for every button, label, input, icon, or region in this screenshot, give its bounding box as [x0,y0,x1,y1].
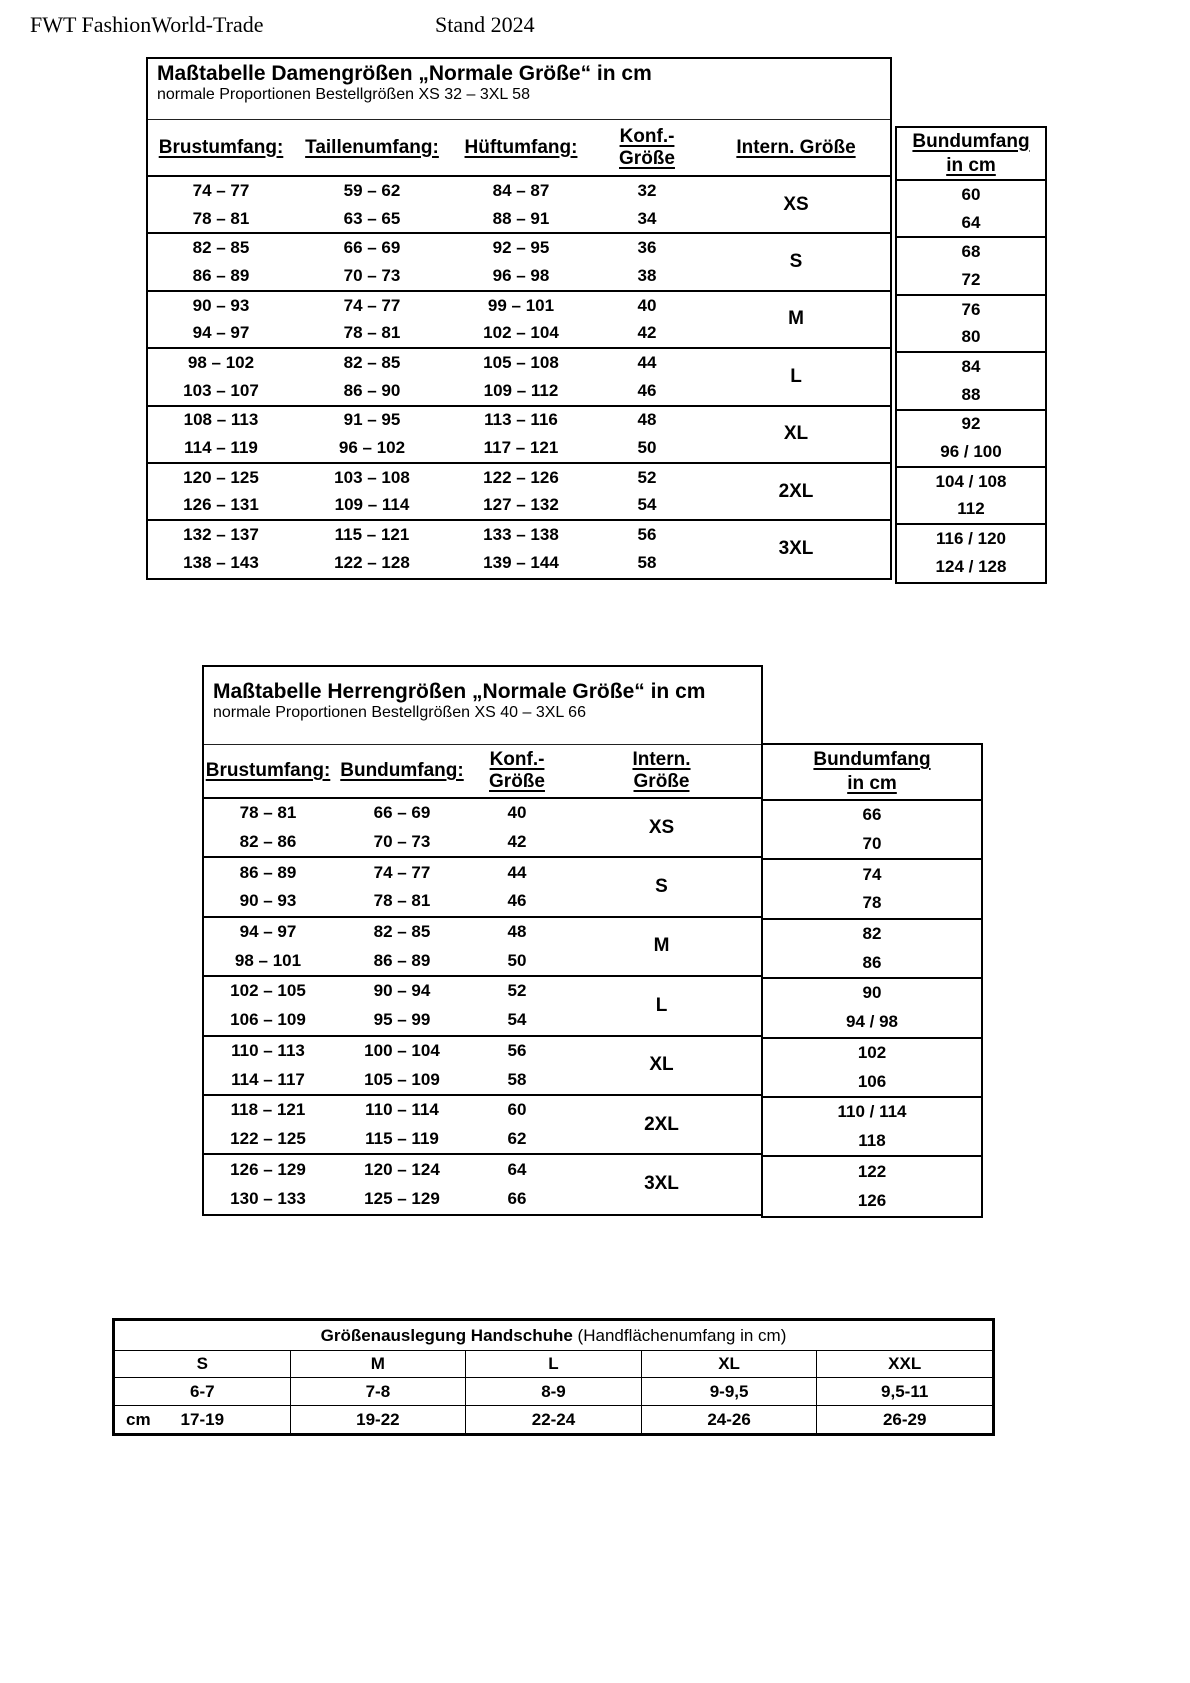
glove-size-header: M [290,1351,466,1378]
bund-cell: 124 / 128 [935,557,1007,577]
measure-cell: 133 – 138 [483,525,559,545]
intl-size-cell: L [702,348,890,405]
men-table-title-box [204,667,761,745]
women-table-title-box [148,59,890,120]
measure-cell: 102 – 104 [450,319,592,348]
intl-size-cell: 3XL [644,1173,679,1195]
glove-size-header-row [115,1351,993,1378]
measure-cell: 94 – 97 [148,319,294,348]
side-row [897,352,1045,381]
measure-cell: 86 – 90 [294,377,450,406]
glove-value-cell: 24-26 [641,1406,817,1434]
bund-cell: 74 [862,864,882,884]
measure-cell: 52 [637,467,657,487]
side-row [897,553,1045,582]
side-row [897,410,1045,439]
cm-unit-label: cm [126,1409,151,1429]
bund-cell: 68 [961,242,981,262]
measure-cell: 82 – 86 [204,828,332,858]
measure-cell: 54 [472,1006,562,1036]
measure-cell: 63 – 65 [294,205,450,234]
bund-cell: 64 [897,209,1045,238]
measure-cell: 78 – 81 [148,205,294,234]
table-row [204,976,761,1006]
measure-cell: 139 – 144 [483,553,559,573]
table-row [148,463,890,492]
intl-size-cell: M [702,291,890,348]
table-row [148,176,890,205]
measure-cell: 115 – 119 [332,1125,472,1155]
bund-cell: 84 [961,356,981,376]
bund-cell: 60 [961,184,981,204]
glove-cm-values-row [115,1406,993,1434]
measure-cell: 95 – 99 [332,1006,472,1036]
measure-cell: 62 [472,1125,562,1155]
measure-cell: 88 – 91 [450,205,592,234]
glove-size-header: S [115,1351,291,1378]
intl-size-cell: S [562,857,761,916]
measure-cell: 126 – 129 [230,1159,306,1179]
intl-size-cell: 3XL [778,538,814,560]
men-size-table [202,665,763,1216]
men-bund-grid [763,745,981,1216]
side-row [897,237,1045,266]
measure-cell: 82 – 85 [373,922,431,942]
measure-cell: 40 [507,803,527,823]
measure-cell: 130 – 133 [230,1188,306,1208]
intl-size-cell: L [562,976,761,1035]
bund-cell: 104 / 108 [935,471,1007,491]
intl-size-cell: XL [702,406,890,463]
measure-cell: 103 – 108 [334,467,410,487]
side-row [763,830,981,860]
table-row [148,406,890,435]
measure-cell: 103 – 107 [148,377,294,406]
measure-cell: 32 [637,180,657,200]
intl-size-cell: 2XL [702,463,890,520]
table-row [204,1154,761,1184]
measure-cell: 138 – 143 [183,553,259,573]
measure-cell: 78 – 81 [332,887,472,917]
intl-size-cell: XS [702,176,890,233]
bund-cell: 70 [763,830,981,860]
bund-cell: 92 [961,414,981,434]
women-bund-table [895,126,1047,584]
measure-cell: 122 – 128 [334,553,410,573]
measure-cell: 46 [472,887,562,917]
side-row [897,295,1045,324]
side-row [763,1097,981,1127]
side-row [763,948,981,978]
measure-cell: 86 – 89 [148,262,294,291]
measure-cell: 96 – 98 [450,262,592,291]
bund-cell: 94 / 98 [763,1008,981,1038]
side-row [897,266,1045,295]
measure-cell: 120 – 124 [364,1159,440,1179]
measure-cell: 42 [592,319,702,348]
measure-cell: 58 [637,553,657,573]
measure-cell: 74 – 77 [343,295,401,315]
measure-cell: 58 [472,1065,562,1095]
measure-cell: 117 – 121 [450,434,592,463]
measure-cell: 106 – 109 [204,1006,332,1036]
measure-cell: 113 – 116 [484,410,558,430]
intl-size-cell: 2XL [562,1095,761,1154]
bund-cell: 118 [763,1127,981,1157]
side-row [897,467,1045,496]
measure-cell: 109 – 112 [450,377,592,406]
bund-cell: 112 [897,496,1045,525]
men-measure-grid [204,745,761,1214]
intl-size-cell: XL [562,1036,761,1095]
measure-cell: 78 – 81 [294,319,450,348]
measure-cell: 90 – 94 [373,981,431,1001]
women-measure-grid [148,120,890,578]
measure-cell: 125 – 129 [364,1188,440,1208]
measure-cell: 114 – 119 [148,434,294,463]
measure-cell: 46 [592,377,702,406]
measure-cell: 126 – 131 [148,492,294,521]
measure-cell: 91 – 95 [343,410,401,430]
side-row [763,889,981,919]
intl-size-cell: M [562,917,761,976]
bund-cell: 126 [857,1190,887,1210]
glove-size-header: XXL [817,1351,993,1378]
measure-cell: 114 – 117 [204,1065,332,1095]
measure-cell: 74 – 77 [373,862,431,882]
bund-cell: 88 [897,381,1045,410]
measure-cell: 122 – 125 [204,1125,332,1155]
company-name: FWT FashionWorld-Trade [30,12,264,37]
measure-cell: 98 – 102 [187,352,255,372]
measure-cell: 44 [507,862,527,882]
measure-cell: 52 [507,981,527,1001]
side-column-header: Bundumfang in cm [813,749,931,794]
glove-title-normal: (Handflächenumfang in cm) [572,1325,787,1345]
table-row [148,348,890,377]
measure-cell: 86 – 89 [332,946,472,976]
side-row [897,180,1045,209]
measure-cell: 82 – 85 [192,238,250,258]
measure-cell: 38 [592,262,702,291]
side-row [763,1038,981,1068]
women-table-title: Maßtabelle Damengrößen „Normale Größe“ in cm [157,62,652,85]
side-header-row [897,128,1045,180]
glove-value-cell: 9-9,5 [641,1378,817,1406]
glove-value-cell: 26-29 [817,1406,993,1434]
measure-cell: 86 – 89 [239,862,297,882]
column-header: Intern. Größe [736,136,856,158]
side-row [763,1186,981,1216]
glove-value-cell: 6-7 [115,1378,291,1406]
measure-cell: 90 – 93 [192,295,250,315]
measure-cell: 36 [637,238,657,258]
bund-cell: 90 [862,983,882,1003]
side-row [897,323,1045,352]
measure-cell: 84 – 87 [492,180,550,200]
bund-cell: 86 [763,948,981,978]
bund-cell: 102 [857,1042,887,1062]
measure-cell: 66 – 69 [373,803,431,823]
bund-cell: 110 / 114 [837,1102,907,1122]
measure-cell: 122 – 126 [483,467,559,487]
table-row [204,798,761,828]
side-column-header: Bundumfang in cm [912,130,1030,176]
table-row [148,520,890,549]
bund-cell: 78 [763,889,981,919]
measure-cell: 56 [507,1040,527,1060]
measure-cell: 48 [507,922,527,942]
measure-cell: 50 [472,946,562,976]
measure-cell: 94 – 97 [239,922,297,942]
intl-size-cell: XS [562,798,761,857]
column-header: Taillenumfang: [305,136,439,158]
glove-value-cell: 7-8 [290,1378,466,1406]
side-row [763,859,981,889]
measure-cell: 54 [592,492,702,521]
bund-cell: 96 / 100 [897,438,1045,467]
measure-cell: 48 [637,410,657,430]
measure-cell: 56 [637,525,657,545]
measure-cell: 96 – 102 [294,434,450,463]
glove-size-header: L [466,1351,642,1378]
measure-cell: 70 – 73 [294,262,450,291]
bund-cell: 116 / 120 [936,529,1006,549]
measure-cell: 90 – 93 [204,887,332,917]
measure-cell: 102 – 105 [230,981,306,1001]
measure-cell: 109 – 114 [294,492,450,521]
measure-cell: 64 [507,1159,527,1179]
measure-cell: 60 [507,1100,527,1120]
column-header: Brustumfang: [205,760,331,781]
measure-cell: 34 [592,205,702,234]
column-header: Hüftumfang: [464,136,578,158]
women-table-subtitle: normale Proportionen Bestellgrößen XS 32 – 3XL 58 [157,86,530,103]
side-row [763,978,981,1008]
column-header: Bundumfang: [340,760,464,781]
side-row [897,381,1045,410]
glove-value-cell: 22-24 [466,1406,642,1434]
measure-cell: 110 – 114 [365,1100,439,1120]
table-row [204,1095,761,1125]
glove-value-cell: 9,5-11 [817,1378,993,1406]
measure-cell: 74 – 77 [192,180,250,200]
measure-cell: 66 – 69 [343,238,401,258]
table-row [204,857,761,887]
measure-cell: 70 – 73 [332,828,472,858]
men-bund-table [761,743,983,1218]
glove-value-cell: 19-22 [290,1406,466,1434]
bund-cell: 72 [897,266,1045,295]
measure-cell: 78 – 81 [239,803,297,823]
measure-cell: 115 – 121 [334,525,410,545]
bund-cell: 82 [862,924,882,944]
glove-size-header: XL [641,1351,817,1378]
side-row [763,800,981,830]
side-row [897,209,1045,238]
measure-cell: 92 – 95 [492,238,550,258]
bund-cell: 106 [763,1067,981,1097]
bund-cell: 76 [961,299,981,319]
measure-cell: 40 [637,295,657,315]
table-row [148,291,890,320]
side-row [763,1067,981,1097]
side-row [763,919,981,949]
measure-cell: 118 – 121 [230,1100,306,1120]
side-row [897,438,1045,467]
measure-cell: 98 – 101 [204,946,332,976]
stand-label: Stand 2024 [435,12,535,37]
side-row [897,496,1045,525]
measure-cell: 105 – 109 [332,1065,472,1095]
table-row [204,917,761,947]
table-row [204,1036,761,1066]
measure-cell: 132 – 137 [183,525,259,545]
column-header: Intern. Größe [632,749,691,792]
measure-cell: 82 – 85 [343,352,401,372]
bund-cell: 66 [862,805,882,825]
measure-cell: 59 – 62 [343,180,401,200]
glove-title-bold: Größenauslegung Handschuhe [320,1325,573,1345]
column-header-row [204,745,761,798]
side-row [763,1156,981,1186]
side-row [763,1127,981,1157]
glove-value-cell: cm 17-19 [115,1406,291,1434]
intl-size-cell: S [702,233,890,290]
table-row [148,233,890,262]
glove-table-title [115,1321,993,1351]
glove-value-cell: 8-9 [466,1378,642,1406]
glove-table-title-row [115,1321,993,1351]
measure-cell: 44 [637,352,657,372]
bund-cell: 122 [857,1161,887,1181]
column-header: Konf.- Größe [619,125,675,169]
measure-cell: 42 [472,828,562,858]
measure-cell: 108 – 113 [183,410,259,430]
column-header: Konf.- Größe [489,749,545,792]
glove-size-table [112,1318,995,1436]
side-row [763,1008,981,1038]
measure-cell: 100 – 104 [364,1040,440,1060]
measure-cell: 120 – 125 [183,467,259,487]
column-header-row [148,120,890,176]
glove-size-grid [114,1320,993,1434]
side-header-row [763,745,981,800]
men-table-title: Maßtabelle Herrengrößen „Normale Größe“ in cm [213,680,706,703]
column-header: Brustumfang: [158,136,284,158]
measure-cell: 66 [507,1188,527,1208]
bund-cell: 80 [897,323,1045,352]
measure-cell: 110 – 113 [231,1040,305,1060]
glove-values-row [115,1378,993,1406]
women-bund-grid [897,128,1045,582]
measure-cell: 127 – 132 [450,492,592,521]
men-table-subtitle: normale Proportionen Bestellgrößen XS 40 – 3XL 66 [213,704,586,721]
measure-cell: 105 – 108 [483,352,559,372]
side-row [897,524,1045,553]
women-size-table [146,57,892,580]
measure-cell: 50 [592,434,702,463]
measure-cell: 99 – 101 [487,295,555,315]
